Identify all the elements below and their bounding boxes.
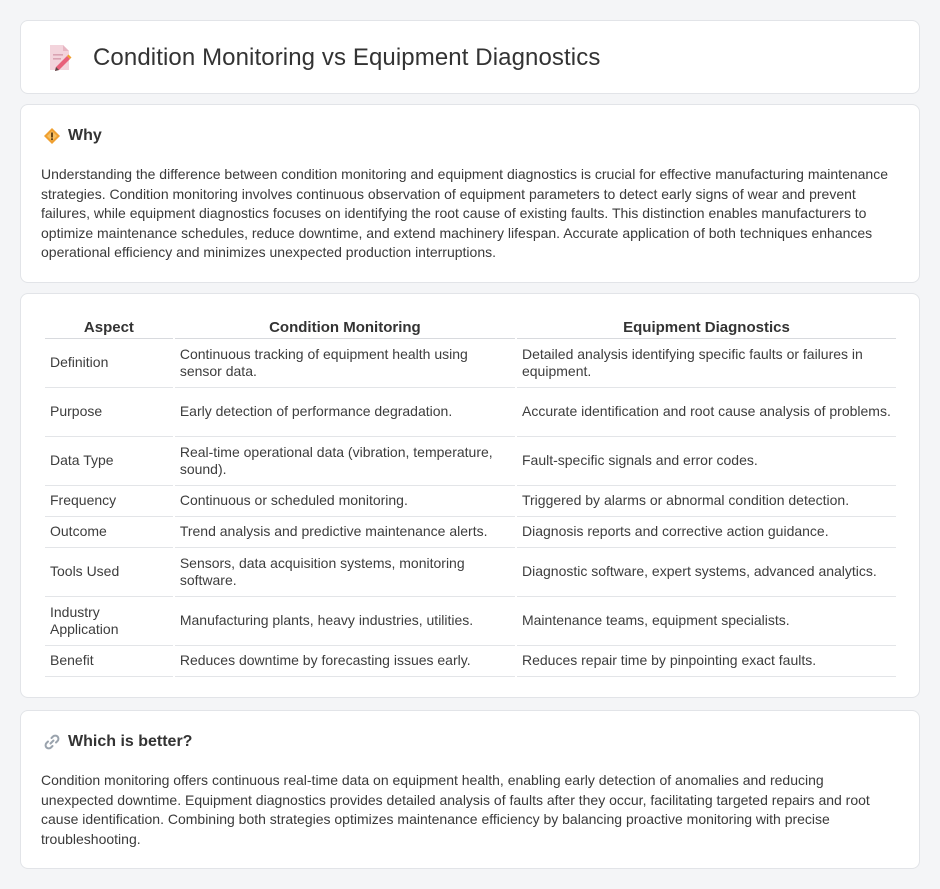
which-is-better-section — [20, 710, 920, 869]
table-row — [45, 646, 896, 677]
comparison-table — [43, 315, 898, 677]
row-equipment-diagnostics: Diagnostic software, expert systems, advanced analytics. — [517, 548, 896, 597]
table-row — [45, 339, 896, 388]
row-condition-monitoring: Reduces downtime by forecasting issues early. — [175, 646, 515, 677]
page-title: Condition Monitoring vs Equipment Diagnostics — [93, 44, 601, 71]
row-equipment-diagnostics: Accurate identification and root cause analysis of problems. — [517, 388, 896, 437]
title-row — [47, 43, 600, 73]
row-aspect: Industry Application — [45, 597, 173, 646]
table-row — [45, 437, 896, 486]
header-card — [20, 20, 920, 94]
row-aspect: Outcome — [45, 517, 173, 548]
comparison-table-card — [20, 293, 920, 698]
why-heading-row — [43, 127, 102, 145]
why-heading: Why — [68, 127, 102, 144]
row-equipment-diagnostics: Reduces repair time by pinpointing exact faults. — [517, 646, 896, 677]
row-aspect: Benefit — [45, 646, 173, 677]
header-condition-monitoring: Condition Monitoring — [175, 315, 515, 339]
better-text: Condition monitoring offers continuous real-time data on equipment health, enabling early detection of anomalies and reducing unexpected downtime. Equipment diagnostics provides detailed analysis of faults after they occur, facilitating targeted repairs and root cause identification. Combining both strategies optimizes maintenance efficiency by balancing proactive monitoring with precise troubleshooting. — [41, 772, 870, 847]
better-heading: Which is better? — [68, 733, 193, 750]
better-heading-row — [43, 733, 192, 751]
table-row — [45, 597, 896, 646]
row-aspect: Frequency — [45, 486, 173, 517]
link-icon — [43, 733, 61, 751]
row-condition-monitoring: Continuous tracking of equipment health using sensor data. — [175, 339, 515, 388]
row-equipment-diagnostics: Detailed analysis identifying specific faults or failures in equipment. — [517, 339, 896, 388]
row-equipment-diagnostics: Fault-specific signals and error codes. — [517, 437, 896, 486]
header-aspect: Aspect — [45, 315, 173, 339]
row-aspect: Tools Used — [45, 548, 173, 597]
row-equipment-diagnostics: Triggered by alarms or abnormal condition detection. — [517, 486, 896, 517]
diamond-warning-icon — [43, 127, 61, 145]
why-text: Understanding the difference between condition monitoring and equipment diagnostics is crucial for effective manufacturing maintenance strategies. Condition monitoring involves continuous observation of equipment parameters to detect early signs of wear and prevent failures, while equipment diagnostics focuses on identifying the root cause of existing faults. This distinction enables manufacturers to optimize maintenance schedules, reduce downtime, and extend machinery lifespan. Accurate application of both techniques enhances operational efficiency and minimizes unexpected production interruptions. — [41, 166, 888, 260]
row-condition-monitoring: Real-time operational data (vibration, temperature, sound). — [175, 437, 515, 486]
table-row — [45, 548, 896, 597]
row-condition-monitoring: Manufacturing plants, heavy industries, utilities. — [175, 597, 515, 646]
row-equipment-diagnostics: Diagnosis reports and corrective action guidance. — [517, 517, 896, 548]
row-condition-monitoring: Early detection of performance degradation. — [175, 388, 515, 437]
row-aspect: Data Type — [45, 437, 173, 486]
row-condition-monitoring: Continuous or scheduled monitoring. — [175, 486, 515, 517]
row-condition-monitoring: Trend analysis and predictive maintenance alerts. — [175, 517, 515, 548]
document-pencil-icon — [47, 43, 73, 73]
table-header-row — [45, 315, 896, 339]
row-equipment-diagnostics: Maintenance teams, equipment specialists. — [517, 597, 896, 646]
header-equipment-diagnostics: Equipment Diagnostics — [517, 315, 896, 339]
row-aspect: Purpose — [45, 388, 173, 437]
row-aspect: Definition — [45, 339, 173, 388]
row-condition-monitoring: Sensors, data acquisition systems, monitoring software. — [175, 548, 515, 597]
table-row — [45, 486, 896, 517]
table-row — [45, 388, 896, 437]
table-row — [45, 517, 896, 548]
why-section — [20, 104, 920, 283]
